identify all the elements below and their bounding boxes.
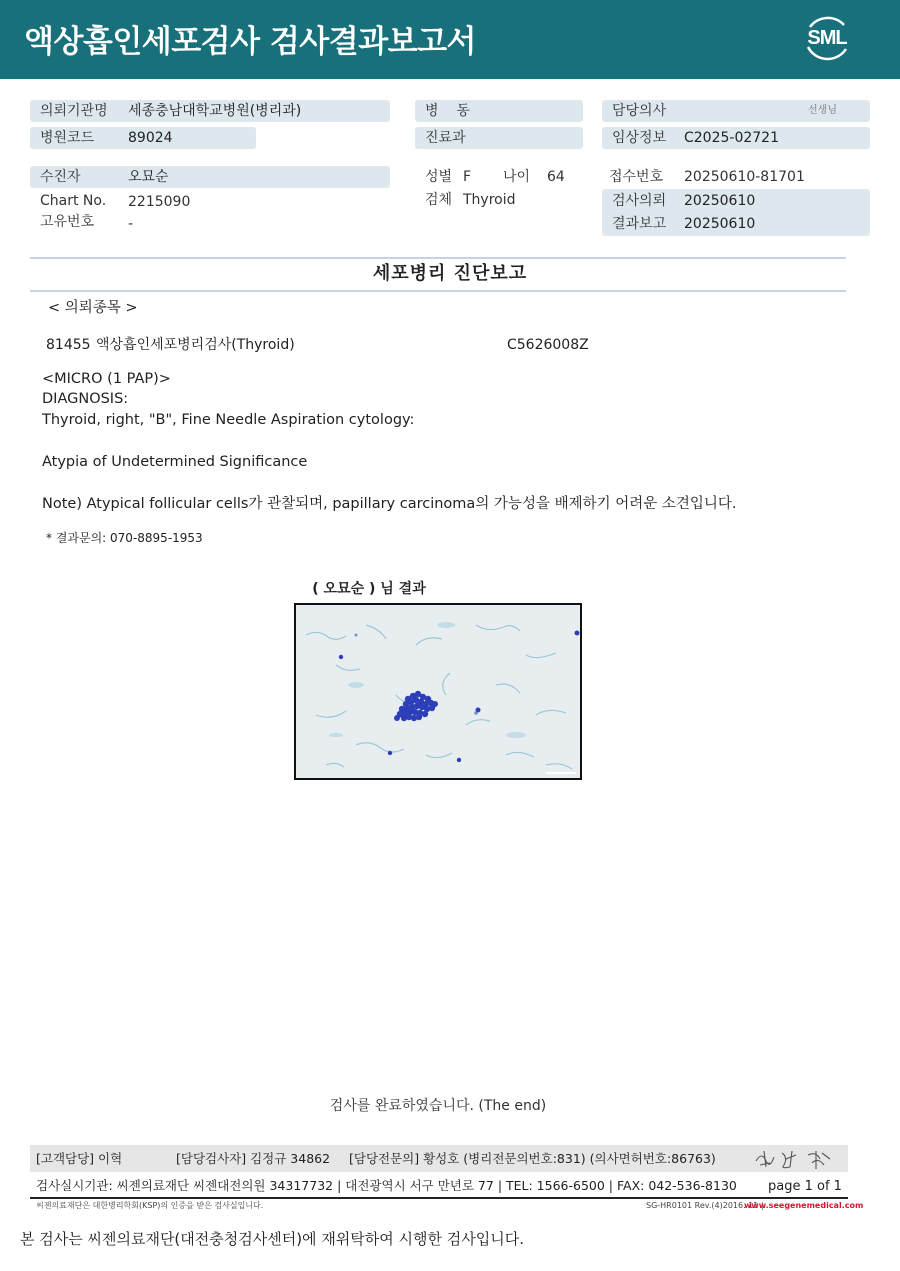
report-date-value: 20250610 [684, 216, 756, 232]
cytology-micrograph [296, 605, 580, 778]
footer-institution: 검사실시기관: 씨젠의료재단 씨젠대전의원 34317732 | 대전광역시 서구 만년로 77 | TEL: 1566-6500 | FAX: 042-536-8130 [36, 1178, 737, 1193]
hospital-code-value: 89024 [128, 130, 173, 146]
hospital-code-label: 병원코드 [40, 130, 95, 146]
dept-label: 진료과 [425, 130, 466, 146]
specimen-label: 검체 [425, 192, 453, 208]
unique-no-value: - [128, 216, 134, 232]
micro-line: <MICRO (1 PAP)> [42, 371, 171, 387]
request-items-label: < 의뢰종목 > [48, 300, 138, 316]
diagnosis-note: Note) Atypical follicular cells가 관찰되며, papillary carcinoma의 가능성을 배제하기 어려운 소견입니다. [42, 496, 737, 512]
specimen-value: Thyroid [463, 192, 516, 208]
requester-org-label: 의뢰기관명 [40, 103, 108, 119]
sex-value: F [463, 169, 472, 185]
requester-org-value: 세종충남대학교병원(병리과) [128, 103, 302, 119]
end-text: 검사를 완료하였습니다. (The end) [329, 1098, 547, 1114]
contact-info: * 결과문의: 070-8895-1953 [46, 531, 203, 545]
patient-value: 오묘순 [128, 169, 169, 185]
chart-no-label: Chart No. [40, 193, 107, 209]
signature-image [752, 1143, 842, 1173]
unique-no-label: 고유번호 [40, 214, 95, 230]
age-label: 나이 [503, 169, 531, 185]
chart-no-value: 2215090 [128, 194, 191, 210]
item-ref-code: C5626008Z [507, 337, 589, 353]
footer-certification: 씨젠의료재단은 대한병리학회(KSP)의 인증을 받은 검사실입니다. [36, 1201, 264, 1210]
item-name: 액상흡인세포병리검사(Thyroid) [96, 337, 295, 353]
request-date-label: 검사의뢰 [612, 193, 667, 209]
ward-label: 병 동 [425, 103, 470, 119]
clinical-info-label: 임상정보 [612, 130, 667, 146]
bottom-note: 본 검사는 씨젠의료재단(대전충청검사센터)에 재위탁하여 시행한 검사입니다. [20, 1230, 524, 1248]
section-title: 세포병리 진단보고 [372, 263, 528, 284]
item-code: 81455 [46, 337, 91, 353]
age-value: 64 [547, 169, 565, 185]
doctor-suffix: 선생님 [808, 105, 837, 116]
diagnosis-label: DIAGNOSIS: [42, 391, 129, 407]
logo-text: SML [807, 27, 847, 49]
sml-logo [802, 13, 852, 63]
dept-row [415, 127, 583, 149]
requester-org-row [30, 100, 390, 122]
patient-row [30, 166, 390, 188]
receipt-no-value: 20250610-81701 [684, 169, 805, 185]
clinical-info-value: C2025-02721 [684, 130, 779, 146]
footer-specialist: [담당전문의] 황성호 (병리전문의번호:831) (의사면허번호:86763) [349, 1151, 716, 1166]
footer-customer: [고객담당] 이혁 [36, 1151, 123, 1166]
diagnosis-site: Thyroid, right, "B", Fine Needle Aspiration cytology: [42, 412, 415, 428]
doctor-label: 담당의사 [612, 103, 667, 119]
section-rule-bottom [30, 290, 846, 292]
footer-rule [30, 1197, 848, 1199]
clinical-info-row [602, 127, 870, 149]
footer-url: www.seegenemedical.com [744, 1201, 864, 1210]
page-number: page 1 of 1 [768, 1179, 842, 1194]
report-title: 액상흡인세포검사 검사결과보고서 [24, 24, 476, 60]
hospital-code-row [30, 127, 256, 149]
request-date-value: 20250610 [684, 193, 756, 209]
report-date-label: 결과보고 [612, 216, 667, 232]
diagnosis-result: Atypia of Undetermined Significance [42, 454, 308, 470]
footer-form-code: SG-HR0101 Rev.(4)2016. 11 | [646, 1201, 764, 1210]
dates-block [602, 189, 870, 236]
image-caption: ( 오묘순 ) 님 결과 [312, 581, 426, 597]
footer-staff-bar [30, 1145, 848, 1172]
patient-label: 수진자 [40, 169, 81, 185]
receipt-no-label: 접수번호 [609, 169, 664, 185]
sex-label: 성별 [425, 169, 453, 185]
footer-technician: [담당검사자] 김정규 34862 [176, 1151, 331, 1166]
doctor-row [602, 100, 870, 122]
ward-row [415, 100, 583, 122]
report-header [0, 0, 900, 79]
cytology-image [294, 603, 582, 780]
